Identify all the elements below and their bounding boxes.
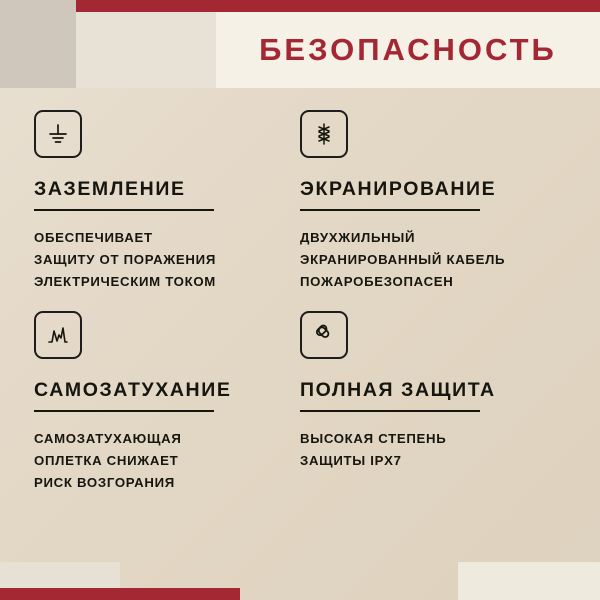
feature-desc-line: ЭЛЕКТРИЧЕСКИМ ТОКОМ (34, 274, 216, 289)
feature-desc-line: ВЫСОКАЯ СТЕПЕНЬ (300, 431, 447, 446)
feature-card (34, 311, 300, 494)
feature-card (34, 110, 300, 293)
bottom-left-block (0, 562, 120, 588)
feature-desc-line: ОБЕСПЕЧИВАЕТ (34, 230, 153, 245)
page-title: БЕЗОПАСНОСТЬ (259, 32, 557, 67)
title-panel (216, 12, 600, 88)
feature-desc-line: ОПЛЕТКА СНИЖАЕТ (34, 453, 179, 468)
top-left-cream-block (76, 12, 216, 88)
grounding-icon (34, 110, 82, 158)
feature-desc-line: РИСК ВОЗГОРАНИЯ (34, 475, 175, 490)
feature-desc-line: ЗАЩИТУ ОТ ПОРАЖЕНИЯ (34, 252, 216, 267)
feature-card (300, 110, 566, 293)
bottom-right-block (458, 562, 600, 600)
feature-description (34, 428, 282, 494)
shielding-icon (300, 110, 348, 158)
feature-description (300, 428, 548, 472)
top-left-grey-block (0, 0, 76, 88)
feature-title: САМОЗАТУХАНИЕ (34, 379, 232, 401)
title-rule (34, 410, 214, 412)
feature-desc-line: САМОЗАТУХАЮЩАЯ (34, 431, 182, 446)
bottom-red-bar (0, 588, 240, 600)
feature-title: ЭКРАНИРОВАНИЕ (300, 178, 497, 200)
feature-title: ПОЛНАЯ ЗАЩИТА (300, 379, 496, 401)
feature-desc-line: ДВУХЖИЛЬНЫЙ (300, 230, 416, 245)
self-extinguishing-icon (34, 311, 82, 359)
feature-description (34, 227, 282, 293)
top-red-bar (76, 0, 600, 12)
feature-description (300, 227, 548, 293)
feature-desc-line: ПОЖАРОБЕЗОПАСЕН (300, 274, 454, 289)
feature-desc-line: ЗАЩИТЫ IPX7 (300, 453, 402, 468)
title-rule (300, 209, 480, 211)
title-rule (34, 209, 214, 211)
feature-card (300, 311, 566, 494)
features-grid (0, 110, 600, 494)
feature-desc-line: ЭКРАНИРОВАННЫЙ КАБЕЛЬ (300, 252, 506, 267)
full-protection-icon (300, 311, 348, 359)
feature-title: ЗАЗЕМЛЕНИЕ (34, 178, 186, 200)
title-rule (300, 410, 480, 412)
